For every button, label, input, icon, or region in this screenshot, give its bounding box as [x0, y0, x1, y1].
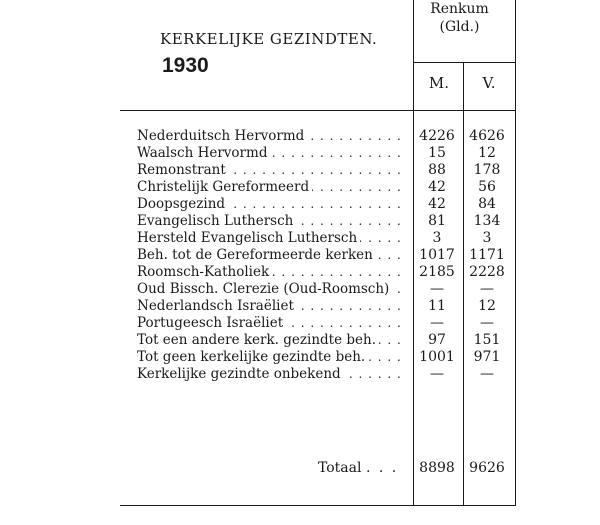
value-m: —	[430, 281, 444, 297]
row-label: Oud Bissch. Clerezie (Oud-Roomsch)	[137, 281, 392, 297]
table-row	[0, 247, 600, 264]
row-label: Doopsgezind	[137, 196, 228, 212]
table-row	[0, 162, 600, 179]
total-label-wrap	[318, 460, 398, 476]
table-year: 1930	[162, 54, 209, 77]
value-m: 11	[428, 298, 446, 314]
value-m: 2185	[419, 264, 455, 280]
value-m: 97	[428, 332, 446, 348]
table-title: KERKELIJKE GEZINDTEN.	[160, 30, 378, 48]
row-label: Christelijk Gereformeerd	[137, 179, 312, 195]
total-label: Totaal	[318, 460, 362, 476]
value-m: 81	[428, 213, 446, 229]
row-label: Roomsch-Katholiek	[137, 264, 272, 280]
value-v: 971	[473, 349, 501, 365]
total-value-v: 9626	[469, 460, 505, 476]
table-row	[0, 230, 600, 247]
row-label: Remonstrant	[137, 162, 229, 178]
column-header-v: V.	[482, 74, 496, 92]
row-label: Tot een andere kerk. gezindte beh.	[137, 332, 379, 348]
value-v: 1171	[469, 247, 505, 263]
table-bottom-rule	[120, 505, 516, 506]
value-v: 12	[478, 145, 496, 161]
header-mid-rule	[413, 62, 516, 63]
value-v: 4626	[469, 128, 505, 144]
place-name: Renkum	[430, 1, 489, 17]
column-header-m: M.	[428, 74, 450, 92]
value-m: 42	[428, 179, 446, 195]
row-label: Waalsch Hervormd	[137, 145, 270, 161]
value-m: 3	[432, 230, 442, 246]
row-label: Nederduitsch Hervormd	[137, 128, 307, 144]
value-m: —	[430, 315, 444, 331]
table-row	[0, 349, 600, 366]
place-header	[414, 0, 505, 36]
value-m: —	[430, 366, 444, 382]
value-v: —	[480, 315, 494, 331]
value-v: 2228	[469, 264, 505, 280]
value-m: 1017	[419, 247, 455, 263]
value-v: 12	[478, 298, 496, 314]
table-row	[0, 264, 600, 281]
place-province: (Gld.)	[439, 19, 480, 35]
row-label: Evangelisch Luthersch	[137, 213, 296, 229]
value-v: 134	[473, 213, 501, 229]
value-v: 178	[473, 162, 501, 178]
header-bottom-rule	[120, 110, 516, 111]
value-v: —	[480, 281, 494, 297]
value-m: 15	[428, 145, 446, 161]
table-row	[0, 332, 600, 349]
row-label: Kerkelijke gezindte onbekend	[137, 366, 344, 382]
row-label: Beh. tot de Gereformeerde kerken	[137, 247, 376, 263]
row-label: Portugeesch Israëliet	[137, 315, 286, 331]
table-row	[0, 128, 600, 145]
row-label: Hersteld Evangelisch Luthersch	[137, 230, 360, 246]
value-v: 151	[473, 332, 501, 348]
row-label: Nederlandsch Israëliet	[137, 298, 297, 314]
value-m: 88	[428, 162, 446, 178]
total-value-m: 8898	[419, 460, 455, 476]
value-m: 1001	[419, 349, 455, 365]
value-v: —	[480, 366, 494, 382]
table-row	[0, 366, 600, 383]
value-m: 42	[428, 196, 446, 212]
table-row	[0, 179, 600, 196]
table-row	[0, 196, 600, 213]
value-v: 3	[482, 230, 492, 246]
value-v: 84	[478, 196, 496, 212]
total-leader-dots: . . .	[365, 460, 399, 476]
table-row	[0, 145, 600, 162]
table-row	[0, 213, 600, 230]
table-row	[0, 315, 600, 332]
row-label: Tot geen kerkelijke gezindte beh.	[137, 349, 368, 365]
table-row	[0, 281, 600, 298]
table-row	[0, 298, 600, 315]
value-m: 4226	[419, 128, 455, 144]
value-v: 56	[478, 179, 496, 195]
